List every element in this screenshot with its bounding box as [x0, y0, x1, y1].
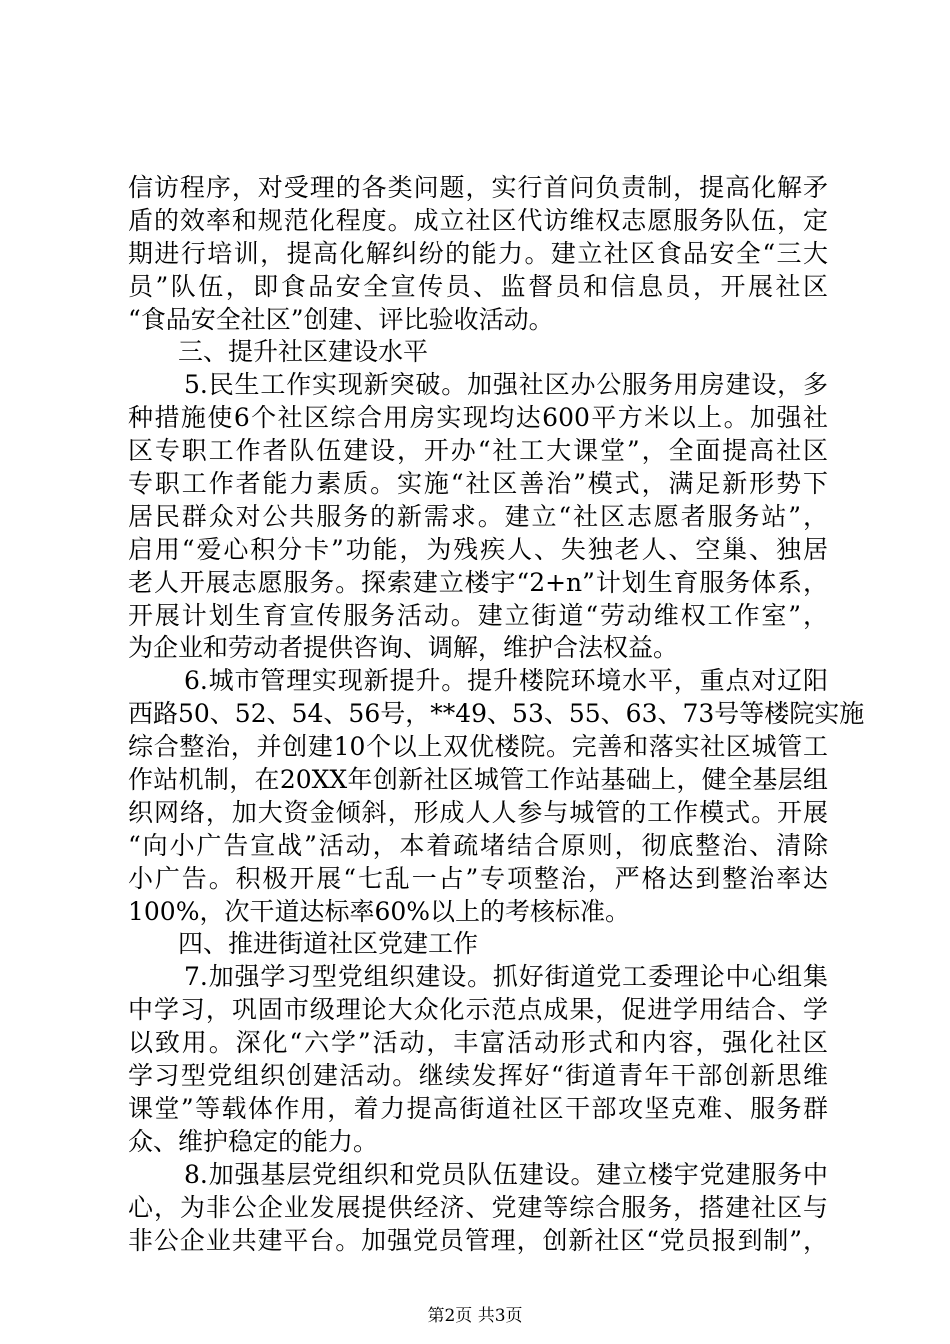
text-line: 6.城市管理实现新提升。提升楼院环境水平，重点对辽阳: [184, 666, 828, 696]
text-line: 员”队伍，即食品安全宣传员、监督员和信息员，开展社区: [128, 271, 828, 301]
text-line: 非公企业共建平台。加强党员管理，创新社区“党员报到制”，: [128, 1225, 828, 1255]
text-line: 老人开展志愿服务。探索建立楼宇“2+n”计划生育服务体系，: [128, 567, 828, 597]
text-line: 以致用。深化“六学”活动，丰富活动形式和内容，强化社区: [128, 1028, 828, 1058]
text-line: “食品安全社区”创建、评比验收活动。: [128, 304, 554, 334]
text-line: 开展计划生育宣传服务活动。建立街道“劳动维权工作室”，: [128, 600, 828, 630]
text-line: 小广告。积极开展“七乱一占”专项整治，严格达到整治率达: [128, 863, 828, 893]
page-number-footer: 第2页 共3页: [427, 1306, 523, 1326]
text-line: 7.加强学习型党组织建设。抓好街道党工委理论中心组集: [184, 962, 828, 992]
text-line: 信访程序，对受理的各类问题，实行首问负责制，提高化解矛: [128, 173, 828, 202]
text-line: 课堂”等载体作用，着力提高街道社区干部攻坚克难、服务群: [128, 1093, 828, 1123]
text-line: 心，为非公企业发展提供经济、党建等综合服务，搭建社区与: [128, 1192, 828, 1222]
text-line: 种措施使6个社区综合用房实现均达600平方米以上。加强社: [128, 403, 828, 433]
text-line: 为企业和劳动者提供咨询、调解，维护合法权益。: [128, 633, 679, 663]
text-line: 众、维护稳定的能力。: [128, 1126, 379, 1156]
text-line: 作站机制，在20XX年创新社区城管工作站基础上，健全基层组: [128, 765, 828, 795]
document-body: [128, 172, 865, 1257]
text-line: 专职工作者能力素质。实施“社区善治”模式，满足新形势下: [128, 469, 828, 499]
text-line: 100%，次干道达标率60%以上的考核标准。: [128, 896, 631, 926]
text-line: 8.加强基层党组织和党员队伍建设。建立楼宇党建服务中: [184, 1159, 828, 1189]
section-heading: 四、推进街道社区党建工作: [178, 929, 479, 959]
section-heading: 三、提升社区建设水平: [178, 337, 429, 367]
text-line: 综合整治，并创建10个以上双优楼院。完善和落实社区城管工: [128, 732, 828, 762]
text-line: 居民群众对公共服务的新需求。建立“社区志愿者服务站”，: [128, 501, 828, 531]
text-line: “向小广告宣战”活动，本着疏堵结合原则，彻底整治、清除: [128, 830, 828, 860]
text-line: 区专职工作者队伍建设，开办“社工大课堂”，全面提高社区: [128, 436, 828, 466]
text-line: 启用“爱心积分卡”功能，为残疾人、失独老人、空巢、独居: [128, 534, 828, 564]
text-line: 织网络，加大资金倾斜，形成人人参与城管的工作模式。开展: [128, 797, 828, 827]
text-line: 期进行培训，提高化解纠纷的能力。建立社区食品安全“三大: [128, 238, 828, 268]
text-line: 中学习，巩固市级理论大众化示范点成果，促进学用结合、学: [128, 995, 828, 1025]
text-line: 西路50、52、54、56号，**49、53、55、63、73号等楼院实施: [128, 699, 865, 729]
text-line: 5.民生工作实现新突破。加强社区办公服务用房建设，多: [184, 370, 828, 400]
text-line: 盾的效率和规范化程度。成立社区代访维权志愿服务队伍，定: [128, 205, 828, 235]
text-line: 学习型党组织创建活动。继续发挥好“街道青年干部创新思维: [128, 1061, 828, 1091]
